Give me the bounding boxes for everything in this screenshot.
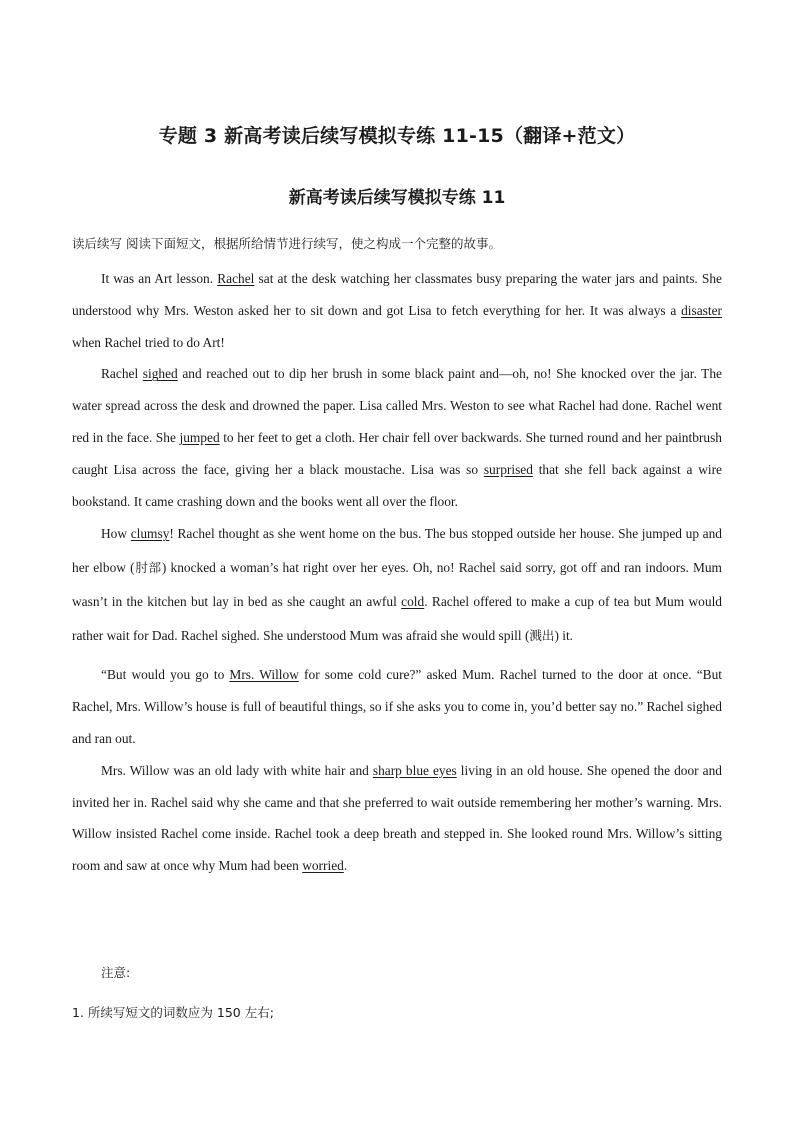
exercise-title: 新高考读后续写模拟专练 11 bbox=[288, 188, 506, 208]
document-page bbox=[72, 0, 722, 1123]
underlined-word: Rachel bbox=[217, 271, 255, 286]
story-body bbox=[72, 263, 722, 882]
underlined-word: sighed bbox=[142, 366, 178, 382]
story-paragraph-4: “But would you go to Mrs. Willow for some cold cure?” asked Mum. Rachel turned to the door at once. “But Rachel, Mrs. Willow’s house is full of beautiful things, so if she asks you to come in, you’d better say no.” Rachel sighed and ran out. bbox=[72, 667, 722, 746]
underlined-word: cold bbox=[401, 594, 425, 610]
chinese-gloss: 溅出 bbox=[529, 628, 555, 644]
instruction-text: 读后续写 阅读下面短文，根据所给情节进行续写，使之构成一个完整的故事。 bbox=[72, 236, 501, 251]
document-title: 专题 3 新高考读后续写模拟专练 11-15（翻译+范文） bbox=[158, 125, 636, 147]
story-paragraph-1: It was an Art lesson. Rachel sat at the desk watching her classmates busy preparing the water jars and paints. She understood why Mrs. Weston asked her to sit down and got Lisa to fetch everything for her. It was always a disaster when Rachel tried to do Art! bbox=[72, 271, 722, 350]
underlined-word: Mrs. Willow bbox=[229, 667, 299, 683]
story-paragraph-5: Mrs. Willow was an old lady with white hair and sharp blue eyes living in an old house. She opened the door and invited her in. Rachel said why she came and that she preferred to wait outside remembering her mother’s warning. Mrs. Willow insisted Rachel come inside. Rachel took a deep breath and stepped in. She looked round Mrs. Willow’s sitting room and saw at once why Mum had been worried. bbox=[72, 762, 722, 874]
underlined-word: disaster bbox=[681, 302, 722, 318]
notes-label: 注意: bbox=[101, 965, 131, 980]
chinese-gloss: 肘部 bbox=[134, 560, 162, 576]
underlined-word: jumped bbox=[179, 429, 220, 445]
underlined-word: surprised bbox=[483, 461, 533, 477]
note-item-1: 1. 所续写短文的词数应为 150 左右; bbox=[72, 1005, 274, 1020]
underlined-word: clumsy bbox=[130, 526, 170, 542]
underlined-word: sharp blue eyes bbox=[372, 762, 457, 778]
story-paragraph-2: Rachel sighed and reached out to dip her brush in some black paint and—oh, no! She knocked over the jar. The water spread across the desk and drowned the paper. Lisa called Mrs. Weston to see what Rachel had done. Rachel went red in the face. She jumped to her feet to get a cloth. Her chair fell over backwards. She turned round and her paintbrush caught Lisa across the face, giving her a black moustache. Lisa was so surprised that she fell back against a wire bookstand. It came crashing down and the books went all over the floor. bbox=[72, 366, 722, 509]
underlined-word: worried bbox=[302, 858, 344, 874]
story-paragraph-3: How clumsy! Rachel thought as she went home on the bus. The bus stopped outside her house. She jumped up and her elbow (肘部) knocked a woman’s hat right over her eyes. Oh, no! Rachel said sorry, got off and ran indoors. Mum wasn’t in the kitchen but lay in bed as she caught an awful cold. Rachel offered to make a cup of tea but Mum would rather wait for Dad. Rachel sighed. She understood Mum was afraid she would spill (溅出) it. bbox=[72, 526, 722, 644]
